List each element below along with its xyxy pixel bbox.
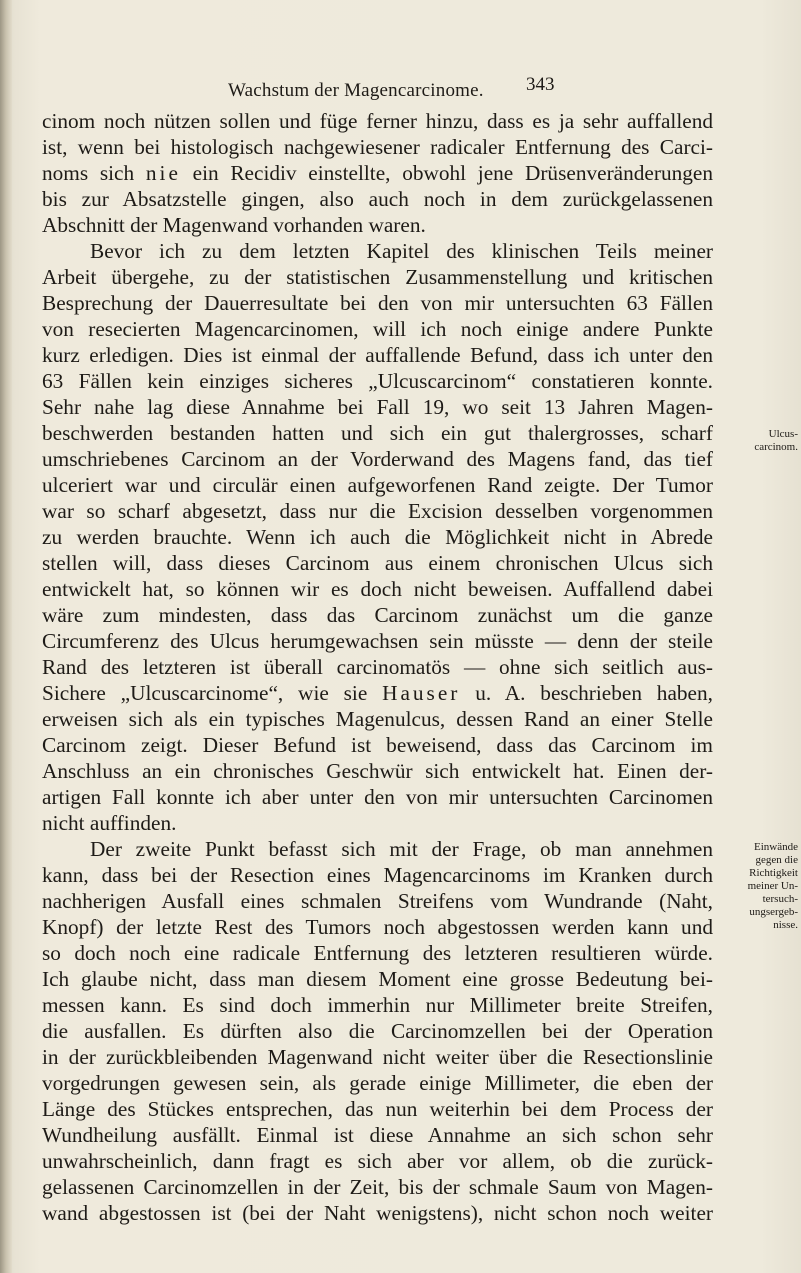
text-line: unwahrscheinlich, dann fragt es sich aber vor allem, ob die zurück- (42, 1149, 713, 1173)
text-line: nicht auffinden. (42, 811, 177, 835)
text-line: gelassenen Carcinomzellen in der Zeit, bis der schmale Saum von Magen- (42, 1175, 713, 1199)
text-line: nachherigen Ausfall eines schmalen Streifens vom Wundrande (Naht, (42, 889, 713, 913)
text-line: die ausfallen. Es dürften also die Carcinomzellen bei der Operation (42, 1019, 713, 1043)
text-line: cinom noch nützen sollen und füge ferner hinzu, dass es ja sehr auffallend (42, 109, 713, 133)
text-line: noms sich nie ein Recidiv einstellte, obwohl jene Drüsenveränderungen (42, 161, 714, 185)
text-line: Rand des letzteren ist überall carcinomatös — ohne sich seitlich aus- (42, 655, 713, 679)
running-header: Wachstum der Magencarcinome. (228, 80, 484, 101)
text-line: zu werden brauchte. Wenn ich auch die Möglichkeit nicht in Abrede (42, 525, 713, 549)
text-line: kann, dass bei der Resection eines Magencarcinoms im Kranken durch (42, 863, 713, 887)
margin-note-einwaende: Einwände gegen die Richtigkeit meiner Un- tersuch- ungsergeb- nisse. (747, 841, 798, 931)
text-line: Besprechung der Dauerresultate bei den von mir untersuchten 63 Fällen (42, 291, 713, 315)
text-line: umschriebenes Carcinom an der Vorderwand des Magens fand, das tief (42, 447, 713, 471)
text-line: erweisen sich als ein typisches Magenulcus, dessen Rand an einer Stelle (42, 707, 713, 731)
text-line: ulceriert war und circulär einen aufgeworfenen Rand zeigte. Der Tumor (42, 473, 713, 497)
text-line: artigen Fall konnte ich aber unter den von mir untersuchten Carcinomen (42, 785, 713, 809)
text-line: Carcinom zeigt. Dieser Befund ist beweisend, dass das Carcinom im (42, 733, 713, 757)
text-line: 63 Fällen kein einziges sicheres „Ulcuscarcinom“ constatieren konnte. (42, 369, 713, 393)
text-line: Sichere „Ulcuscarcinome“, wie sie Hauser u. A. beschrieben haben, (42, 681, 713, 705)
text-line: Anschluss an ein chronisches Geschwür sich entwickelt hat. Einen der- (42, 759, 713, 783)
text-line: Ich glaube nicht, dass man diesem Moment eine grosse Bedeutung bei- (42, 967, 713, 991)
text-line: Wundheilung ausfällt. Einmal ist diese Annahme an sich schon sehr (42, 1123, 713, 1147)
text-line: ist, wenn bei histologisch nachgewiesener radicaler Entfernung des Carci- (42, 135, 713, 159)
margin-note-ulcus-carcinom: Ulcus- carcinom. (754, 428, 798, 453)
text-line: kurz erledigen. Dies ist einmal der auffallende Befund, dass ich unter den (42, 343, 713, 367)
text-line: Der zweite Punkt befasst sich mit der Frage, ob man annehmen (90, 837, 713, 861)
text-line: war so scharf abgesetzt, dass nur die Excision desselben vorgenommen (42, 499, 713, 523)
text-line: entwickelt hat, so können wir es doch nicht beweisen. Auffallend dabei (42, 577, 713, 601)
text-line: messen kann. Es sind doch immerhin nur Millimeter breite Streifen, (42, 993, 713, 1017)
text-line: so doch noch eine radicale Entfernung des letzteren resultieren würde. (42, 941, 713, 965)
page-binding-edge (0, 0, 12, 1273)
text-line: wäre zum mindesten, dass das Carcinom zunächst um die ganze (42, 603, 713, 627)
text-line: vorgedrungen gewesen sein, als gerade einige Millimeter, die eben der (42, 1071, 713, 1095)
text-line: Sehr nahe lag diese Annahme bei Fall 19, wo seit 13 Jahren Magen- (42, 395, 713, 419)
text-line: Länge des Stückes entsprechen, das nun weiterhin bei dem Process der (42, 1097, 713, 1121)
text-line: Abschnitt der Magenwand vorhanden waren. (42, 213, 426, 237)
text-line: Arbeit übergehe, zu der statistischen Zusammenstellung und kritischen (42, 265, 713, 289)
text-line: Circumferenz des Ulcus herumgewachsen sein müsste — denn der steile (42, 629, 713, 653)
text-line: von resecierten Magencarcinomen, will ich noch einige andere Punkte (42, 317, 713, 341)
text-line: bis zur Absatzstelle gingen, also auch noch in dem zurückgelassenen (42, 187, 713, 211)
text-line: wand abgestossen ist (bei der Naht wenigstens), nicht schon noch weiter (42, 1201, 713, 1225)
text-line: Knopf) der letzte Rest des Tumors noch abgestossen werden kann und (42, 915, 713, 939)
page-number: 343 (526, 74, 555, 95)
text-line: beschwerden bestanden hatten und sich ein gut thalergrosses, scharf (42, 421, 713, 445)
text-line: Bevor ich zu dem letzten Kapitel des klinischen Teils meiner (90, 239, 713, 263)
text-line: in der zurückbleibenden Magenwand nicht weiter über die Resectionslinie (42, 1045, 713, 1069)
text-line: stellen will, dass dieses Carcinom aus einem chronischen Ulcus sich (42, 551, 713, 575)
